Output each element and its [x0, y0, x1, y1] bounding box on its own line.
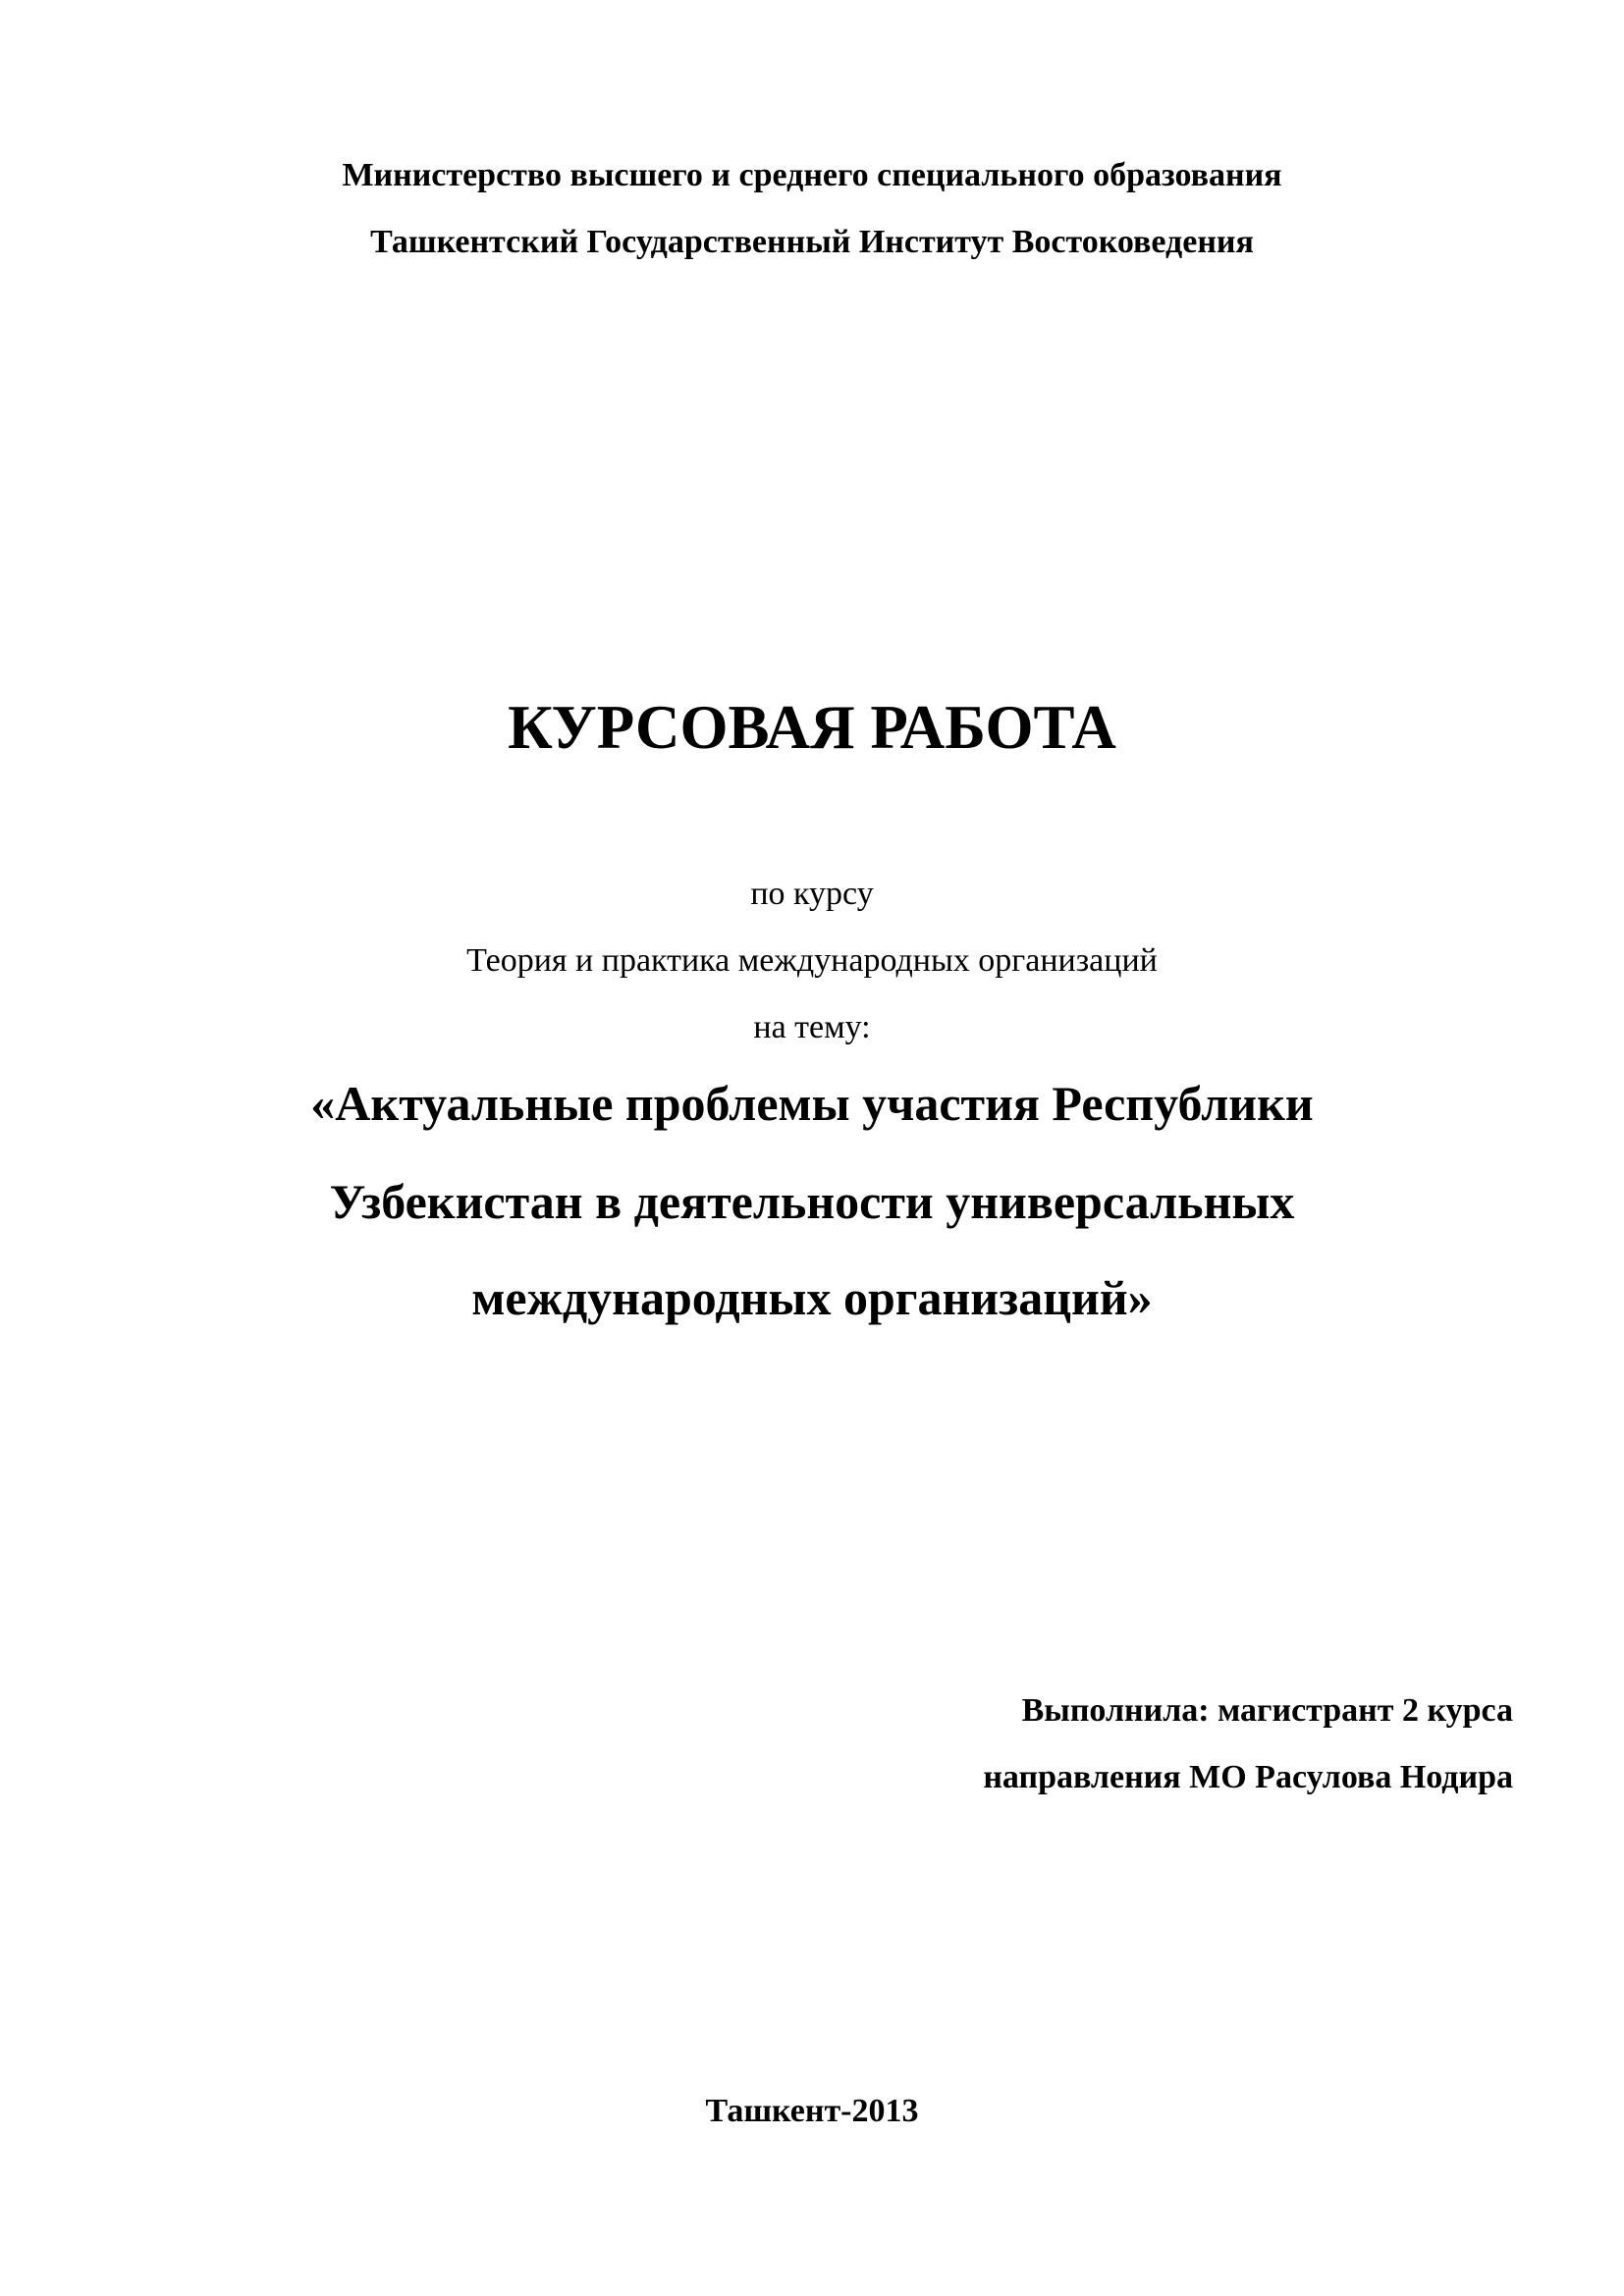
topic-prefix: на тему:: [753, 1009, 871, 1045]
topic-line-1: «Актуальные проблемы участия Республики: [310, 1076, 1314, 1131]
topic-line-2: Узбекистан в деятельности универсальных: [329, 1174, 1295, 1229]
course-name: Теория и практика международных организаций: [466, 942, 1158, 979]
author-line-2: направления МО Расулова Нодира: [983, 1759, 1513, 1795]
ministry-heading: Министерство высшего и среднего специального образования: [342, 157, 1282, 193]
course-prefix: по курсу: [750, 876, 874, 912]
document-type-title: КУРСОВАЯ РАБОТА: [508, 693, 1116, 762]
topic-line-3: международных организаций»: [471, 1270, 1153, 1325]
author-line-1: Выполнила: магистрант 2 курса: [1021, 1692, 1513, 1729]
institute-heading: Ташкентский Государственный Институт Востоковедения: [370, 224, 1254, 260]
place-year: Ташкент-2013: [705, 2093, 919, 2129]
